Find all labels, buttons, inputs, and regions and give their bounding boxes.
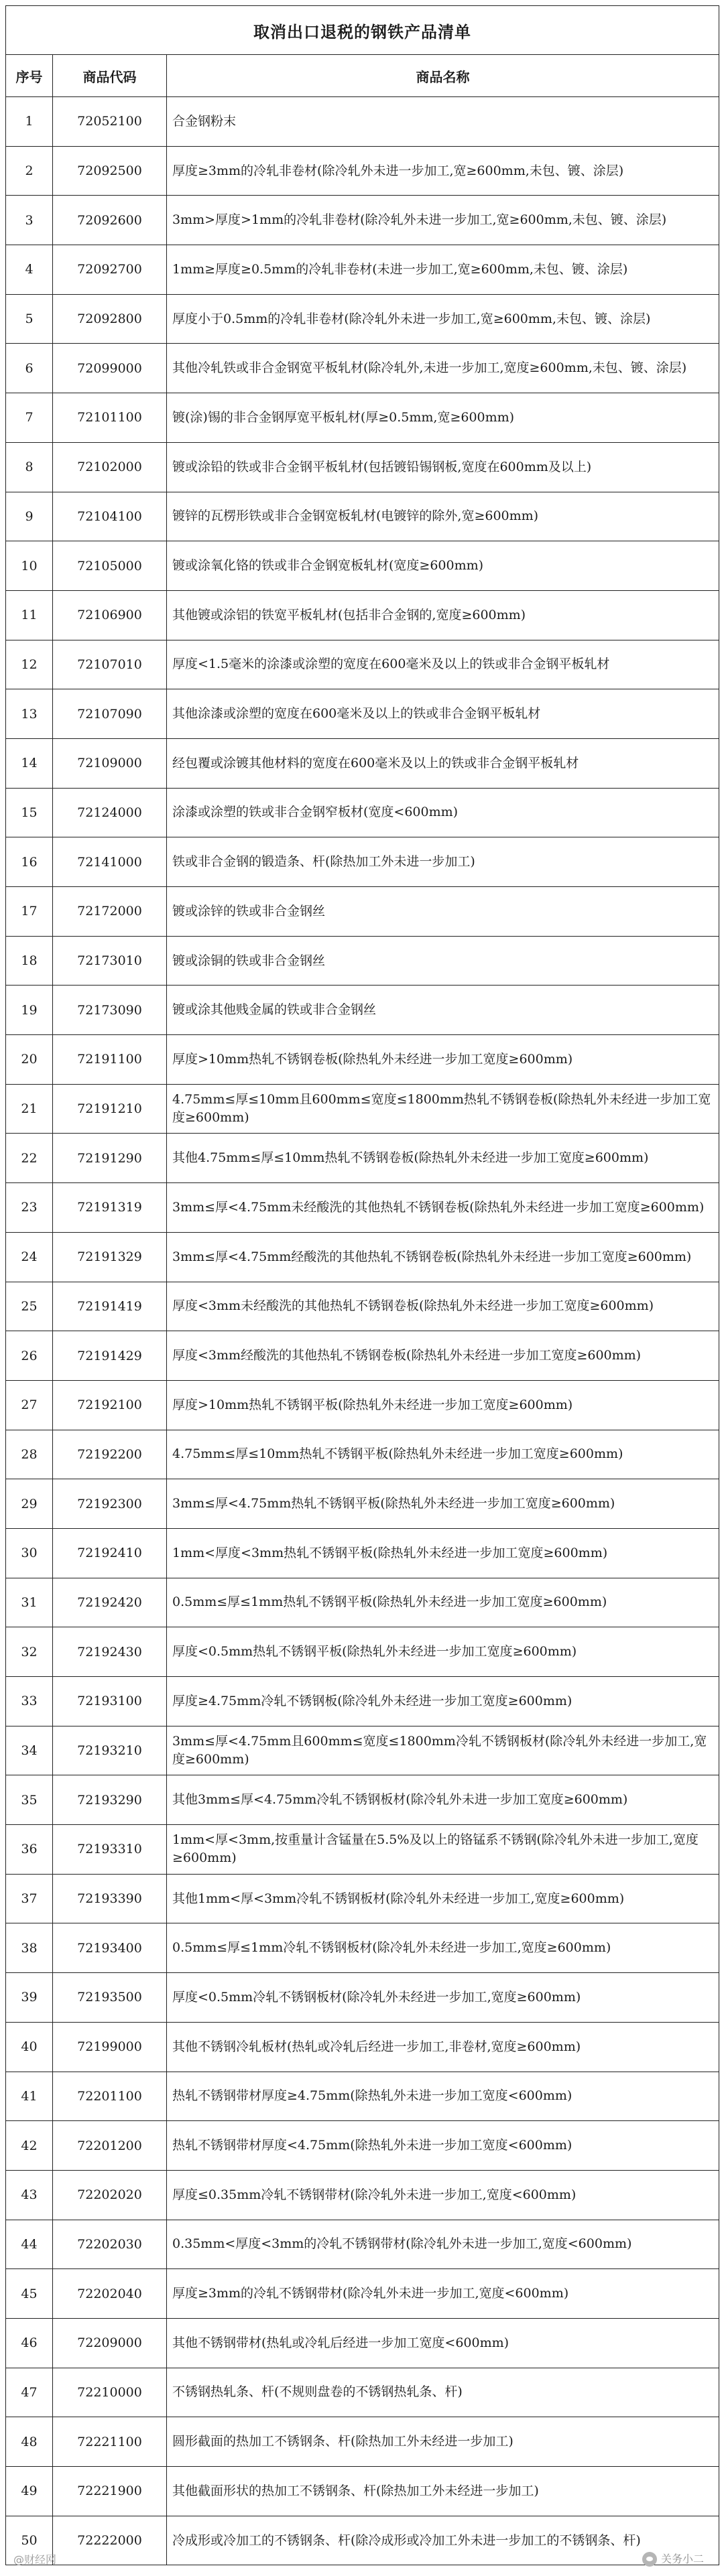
row-code: 72193390 (53, 1874, 167, 1923)
row-serial: 35 (6, 1775, 53, 1825)
row-serial: 28 (6, 1430, 53, 1479)
row-code: 72092800 (53, 294, 167, 344)
table-row (6, 146, 719, 196)
row-name: 厚度小于0.5mm的冷轧非卷材(除冷轧外未进一步加工,宽≥600mm,未包、镀、涂层) (167, 294, 719, 344)
row-serial: 22 (6, 1134, 53, 1183)
row-serial: 40 (6, 2022, 53, 2072)
row-name: 1mm≥厚度≥0.5mm的冷轧非卷材(未进一步加工,宽≥600mm,未包、镀、涂层) (167, 245, 719, 295)
table-row (6, 2072, 719, 2121)
table-row (6, 245, 719, 295)
row-serial: 4 (6, 245, 53, 295)
table-row (6, 837, 719, 887)
row-name: 镀或涂锌的铁或非合金钢丝 (167, 887, 719, 937)
row-name: 厚度<1.5毫米的涂漆或涂塑的宽度在600毫米及以上的铁或非合金钢平板轧材 (167, 640, 719, 689)
table-row (6, 1973, 719, 2023)
row-serial: 45 (6, 2269, 53, 2319)
row-name: 其他镀或涂铝的铁宽平板轧材(包括非合金钢的,宽度≥600mm) (167, 590, 719, 640)
row-name: 涂漆或涂塑的铁或非合金钢窄板材(宽度<600mm) (167, 788, 719, 837)
row-serial: 15 (6, 788, 53, 837)
table-row (6, 1726, 719, 1775)
row-name: 合金钢粉末 (167, 97, 719, 147)
row-serial: 17 (6, 887, 53, 937)
row-code: 72193100 (53, 1677, 167, 1726)
row-serial: 18 (6, 936, 53, 986)
table-row (6, 1282, 719, 1331)
row-code: 72105000 (53, 541, 167, 591)
table-row (6, 2318, 719, 2368)
row-code: 72193290 (53, 1775, 167, 1825)
row-code: 72099000 (53, 344, 167, 393)
table-row (6, 788, 719, 837)
row-code: 72191290 (53, 1134, 167, 1183)
row-code: 72191429 (53, 1331, 167, 1381)
wechat-icon (642, 2552, 657, 2567)
table-row (6, 887, 719, 937)
row-code: 72202020 (53, 2170, 167, 2220)
table-row (6, 2170, 719, 2220)
row-serial: 47 (6, 2368, 53, 2417)
row-name: 其他4.75mm≤厚≤10mm热轧不锈钢卷板(除热轧外未经进一步加工宽度≥600mm) (167, 1134, 719, 1183)
row-serial: 32 (6, 1627, 53, 1677)
row-code: 72202030 (53, 2220, 167, 2269)
row-code: 72052100 (53, 97, 167, 147)
row-name: 不锈钢热轧条、杆(不规则盘卷的不锈钢热轧条、杆) (167, 2368, 719, 2417)
row-code: 72173090 (53, 986, 167, 1035)
row-serial: 31 (6, 1578, 53, 1627)
row-code: 72221100 (53, 2417, 167, 2467)
row-serial: 33 (6, 1677, 53, 1726)
row-code: 72193500 (53, 1973, 167, 2023)
table-row (6, 1528, 719, 1578)
row-name: 0.35mm<厚度<3mm的冷轧不锈钢带材(除冷轧外未进一步加工,宽度<600mm) (167, 2220, 719, 2269)
table-row (6, 1331, 719, 1381)
row-serial: 13 (6, 689, 53, 739)
table-row (6, 1035, 719, 1085)
watermark-account-name: 关务小二 (660, 2552, 704, 2565)
row-code: 72191319 (53, 1183, 167, 1233)
table-row (6, 2467, 719, 2516)
row-serial: 16 (6, 837, 53, 887)
row-code: 72107010 (53, 640, 167, 689)
row-code: 72221900 (53, 2467, 167, 2516)
row-code: 72191210 (53, 1084, 167, 1134)
row-code: 72192430 (53, 1627, 167, 1677)
row-serial: 3 (6, 196, 53, 245)
table-row (6, 986, 719, 1035)
row-name: 厚度<0.5mm热轧不锈钢平板(除热轧外未经进一步加工宽度≥600mm) (167, 1627, 719, 1677)
row-name: 厚度≤0.35mm冷轧不锈钢带材(除冷轧外未进一步加工,宽度<600mm) (167, 2170, 719, 2220)
table-row (6, 344, 719, 393)
row-serial: 12 (6, 640, 53, 689)
row-serial: 48 (6, 2417, 53, 2467)
row-code: 72192300 (53, 1479, 167, 1529)
row-name: 厚度<3mm未经酸洗的其他热轧不锈钢卷板(除热轧外未经进一步加工宽度≥600mm) (167, 1282, 719, 1331)
row-code: 72193210 (53, 1726, 167, 1775)
row-code: 72191100 (53, 1035, 167, 1085)
row-serial: 44 (6, 2220, 53, 2269)
table-row (6, 294, 719, 344)
row-name: 1mm<厚度<3mm热轧不锈钢平板(除热轧外未经进一步加工宽度≥600mm) (167, 1528, 719, 1578)
row-code: 72192410 (53, 1528, 167, 1578)
row-name: 4.75mm≤厚≤10mm且600mm≤宽度≤1800mm热轧不锈钢卷板(除热轧外未经进一步加工宽度≥600mm) (167, 1084, 719, 1134)
table-row (6, 1923, 719, 1973)
row-serial: 27 (6, 1380, 53, 1430)
header-name: 商品名称 (167, 55, 719, 97)
row-code: 72193400 (53, 1923, 167, 1973)
row-serial: 38 (6, 1923, 53, 1973)
table-row (6, 1430, 719, 1479)
row-name: 热轧不锈钢带材厚度<4.75mm(除热轧外未进一步加工宽度<600mm) (167, 2121, 719, 2171)
row-name: 镀锌的瓦楞形铁或非合金钢宽板轧材(电镀锌的除外,宽≥600mm) (167, 492, 719, 541)
row-serial: 41 (6, 2072, 53, 2121)
table-row (6, 738, 719, 788)
row-name: 厚度≥3mm的冷轧不锈钢带材(除冷轧外未进一步加工,宽度<600mm) (167, 2269, 719, 2319)
row-serial: 42 (6, 2121, 53, 2171)
row-name: 3mm≤厚<4.75mm热轧不锈钢平板(除热轧外未经进一步加工宽度≥600mm) (167, 1479, 719, 1529)
header-serial: 序号 (6, 55, 53, 97)
row-name: 铁或非合金钢的锻造条、杆(除热加工外未进一步加工) (167, 837, 719, 887)
row-serial: 7 (6, 393, 53, 443)
row-name: 其他3mm≤厚<4.75mm冷轧不锈钢板材(除冷轧外未进一步加工宽度≥600mm) (167, 1775, 719, 1825)
row-code: 72141000 (53, 837, 167, 887)
row-name: 厚度≥3mm的冷轧非卷材(除冷轧外未进一步加工,宽≥600mm,未包、镀、涂层) (167, 146, 719, 196)
table-row (6, 640, 719, 689)
row-code: 72172000 (53, 887, 167, 937)
row-serial: 8 (6, 442, 53, 492)
table-row (6, 442, 719, 492)
row-name: 0.5mm≤厚≤1mm热轧不锈钢平板(除热轧外未经进一步加工宽度≥600mm) (167, 1578, 719, 1627)
row-serial: 26 (6, 1331, 53, 1381)
row-serial: 14 (6, 738, 53, 788)
row-name: 冷成形或冷加工的不锈钢条、杆(除冷成形或冷加工外未进一步加工的不锈钢条、杆) (167, 2516, 719, 2565)
row-name: 1mm<厚<3mm,按重量计含锰量在5.5%及以上的铬锰系不锈钢(除冷轧外未进一步加工,宽度≥600mm) (167, 1825, 719, 1875)
row-code: 72209000 (53, 2318, 167, 2368)
row-name: 经包覆或涂镀其他材料的宽度在600毫米及以上的铁或非合金钢平板轧材 (167, 738, 719, 788)
row-code: 72192420 (53, 1578, 167, 1627)
table-row (6, 1627, 719, 1677)
row-serial: 24 (6, 1232, 53, 1282)
row-serial: 43 (6, 2170, 53, 2220)
row-name: 其他冷轧铁或非合金钢宽平板轧材(除冷轧外,未进一步加工,宽度≥600mm,未包、镀、涂层) (167, 344, 719, 393)
table-row (6, 1380, 719, 1430)
row-serial: 34 (6, 1726, 53, 1775)
header-code: 商品代码 (53, 55, 167, 97)
row-name: 3mm≤厚<4.75mm未经酸洗的其他热轧不锈钢卷板(除热轧外未经进一步加工宽度≥600mm) (167, 1183, 719, 1233)
row-serial: 49 (6, 2467, 53, 2516)
row-serial: 5 (6, 294, 53, 344)
product-table (5, 5, 719, 2565)
row-serial: 23 (6, 1183, 53, 1233)
row-serial: 2 (6, 146, 53, 196)
table-row (6, 1183, 719, 1233)
row-serial: 1 (6, 97, 53, 147)
row-serial: 20 (6, 1035, 53, 1085)
table-row (6, 2417, 719, 2467)
row-name: 厚度>10mm热轧不锈钢平板(除热轧外未经进一步加工宽度≥600mm) (167, 1380, 719, 1430)
table-row (6, 2516, 719, 2565)
table-row (6, 541, 719, 591)
table-row (6, 1874, 719, 1923)
table-row (6, 196, 719, 245)
row-name: 圆形截面的热加工不锈钢条、杆(除热加工外未经进一步加工) (167, 2417, 719, 2467)
row-code: 72106900 (53, 590, 167, 640)
table-row (6, 590, 719, 640)
row-code: 72192200 (53, 1430, 167, 1479)
row-name: 其他1mm<厚<3mm冷轧不锈钢板材(除冷轧外未经进一步加工,宽度≥600mm) (167, 1874, 719, 1923)
table-row (6, 1232, 719, 1282)
row-name: 厚度≥4.75mm冷轧不锈钢板(除冷轧外未经进一步加工宽度≥600mm) (167, 1677, 719, 1726)
row-code: 72173010 (53, 936, 167, 986)
row-serial: 46 (6, 2318, 53, 2368)
table-row (6, 97, 719, 147)
row-name: 热轧不锈钢带材厚度≥4.75mm(除热轧外未进一步加工宽度<600mm) (167, 2072, 719, 2121)
table-row (6, 1084, 719, 1134)
table-header-row (6, 55, 719, 97)
row-code: 72107090 (53, 689, 167, 739)
row-code: 72222000 (53, 2516, 167, 2565)
row-serial: 9 (6, 492, 53, 541)
row-serial: 36 (6, 1825, 53, 1875)
row-serial: 50 (6, 2516, 53, 2565)
row-serial: 10 (6, 541, 53, 591)
row-name: 其他不锈钢冷轧板材(热轧或冷轧后经进一步加工,非卷材,宽度≥600mm) (167, 2022, 719, 2072)
row-code: 72124000 (53, 788, 167, 837)
row-code: 72201200 (53, 2121, 167, 2171)
watermark-source: @财经网 (13, 2553, 57, 2566)
product-list-sheet (5, 5, 719, 2565)
row-name: 其他涂漆或涂塑的宽度在600毫米及以上的铁或非合金钢平板轧材 (167, 689, 719, 739)
row-serial: 19 (6, 986, 53, 1035)
table-row (6, 1677, 719, 1726)
table-row (6, 492, 719, 541)
table-title: 取消出口退税的钢铁产品清单 (6, 6, 719, 55)
row-name: 厚度<3mm经酸洗的其他热轧不锈钢卷板(除热轧外未经进一步加工宽度≥600mm) (167, 1331, 719, 1381)
row-name: 0.5mm≤厚≤1mm冷轧不锈钢板材(除冷轧外未经进一步加工,宽度≥600mm) (167, 1923, 719, 1973)
table-row (6, 936, 719, 986)
table-row (6, 2368, 719, 2417)
table-row (6, 1775, 719, 1825)
table-row (6, 1134, 719, 1183)
row-code: 72210000 (53, 2368, 167, 2417)
row-name: 镀或涂铜的铁或非合金钢丝 (167, 936, 719, 986)
row-serial: 6 (6, 344, 53, 393)
row-name: 厚度>10mm热轧不锈钢卷板(除热轧外未经进一步加工宽度≥600mm) (167, 1035, 719, 1085)
row-name: 3mm≤厚<4.75mm且600mm≤宽度≤1800mm冷轧不锈钢板材(除冷轧外未经进一步加工,宽度≥600mm) (167, 1726, 719, 1775)
row-code: 72192100 (53, 1380, 167, 1430)
row-code: 72092600 (53, 196, 167, 245)
table-row (6, 2022, 719, 2072)
table-row (6, 1479, 719, 1529)
row-serial: 37 (6, 1874, 53, 1923)
row-code: 72092500 (53, 146, 167, 196)
row-code: 72191329 (53, 1232, 167, 1282)
row-code: 72101100 (53, 393, 167, 443)
row-name: 镀或涂氧化铬的铁或非合金钢宽板轧材(宽度≥600mm) (167, 541, 719, 591)
row-name: 4.75mm≤厚≤10mm热轧不锈钢平板(除热轧外未经进一步加工宽度≥600mm) (167, 1430, 719, 1479)
row-serial: 21 (6, 1084, 53, 1134)
row-serial: 25 (6, 1282, 53, 1331)
table-row (6, 2121, 719, 2171)
row-code: 72201100 (53, 2072, 167, 2121)
table-row (6, 393, 719, 443)
row-name: 厚度<0.5mm冷轧不锈钢板材(除冷轧外未经进一步加工,宽度≥600mm) (167, 1973, 719, 2023)
row-name: 镀或涂铅的铁或非合金钢平板轧材(包括镀铅锡钢板,宽度在600mm及以上) (167, 442, 719, 492)
table-body (6, 97, 719, 2565)
row-name: 其他不锈钢带材(热轧或冷轧后经进一步加工宽度<600mm) (167, 2318, 719, 2368)
row-name: 其他截面形状的热加工不锈钢条、杆(除热加工外未经进一步加工) (167, 2467, 719, 2516)
row-name: 镀(涂)锡的非合金钢厚宽平板轧材(厚≥0.5mm,宽≥600mm) (167, 393, 719, 443)
row-code: 72199000 (53, 2022, 167, 2072)
watermark-account (642, 2551, 704, 2567)
table-row (6, 689, 719, 739)
row-code: 72191419 (53, 1282, 167, 1331)
table-row (6, 2220, 719, 2269)
row-code: 72104100 (53, 492, 167, 541)
table-row (6, 1825, 719, 1875)
row-name: 3mm≤厚<4.75mm经酸洗的其他热轧不锈钢卷板(除热轧外未经进一步加工宽度≥600mm) (167, 1232, 719, 1282)
row-code: 72193310 (53, 1825, 167, 1875)
row-serial: 39 (6, 1973, 53, 2023)
row-serial: 30 (6, 1528, 53, 1578)
row-name: 3mm>厚度>1mm的冷轧非卷材(除冷轧外未进一步加工,宽≥600mm,未包、镀、涂层) (167, 196, 719, 245)
row-serial: 11 (6, 590, 53, 640)
table-row (6, 1578, 719, 1627)
table-row (6, 2269, 719, 2319)
row-name: 镀或涂其他贱金属的铁或非合金钢丝 (167, 986, 719, 1035)
row-serial: 29 (6, 1479, 53, 1529)
row-code: 72202040 (53, 2269, 167, 2319)
row-code: 72109000 (53, 738, 167, 788)
row-code: 72102000 (53, 442, 167, 492)
row-code: 72092700 (53, 245, 167, 295)
